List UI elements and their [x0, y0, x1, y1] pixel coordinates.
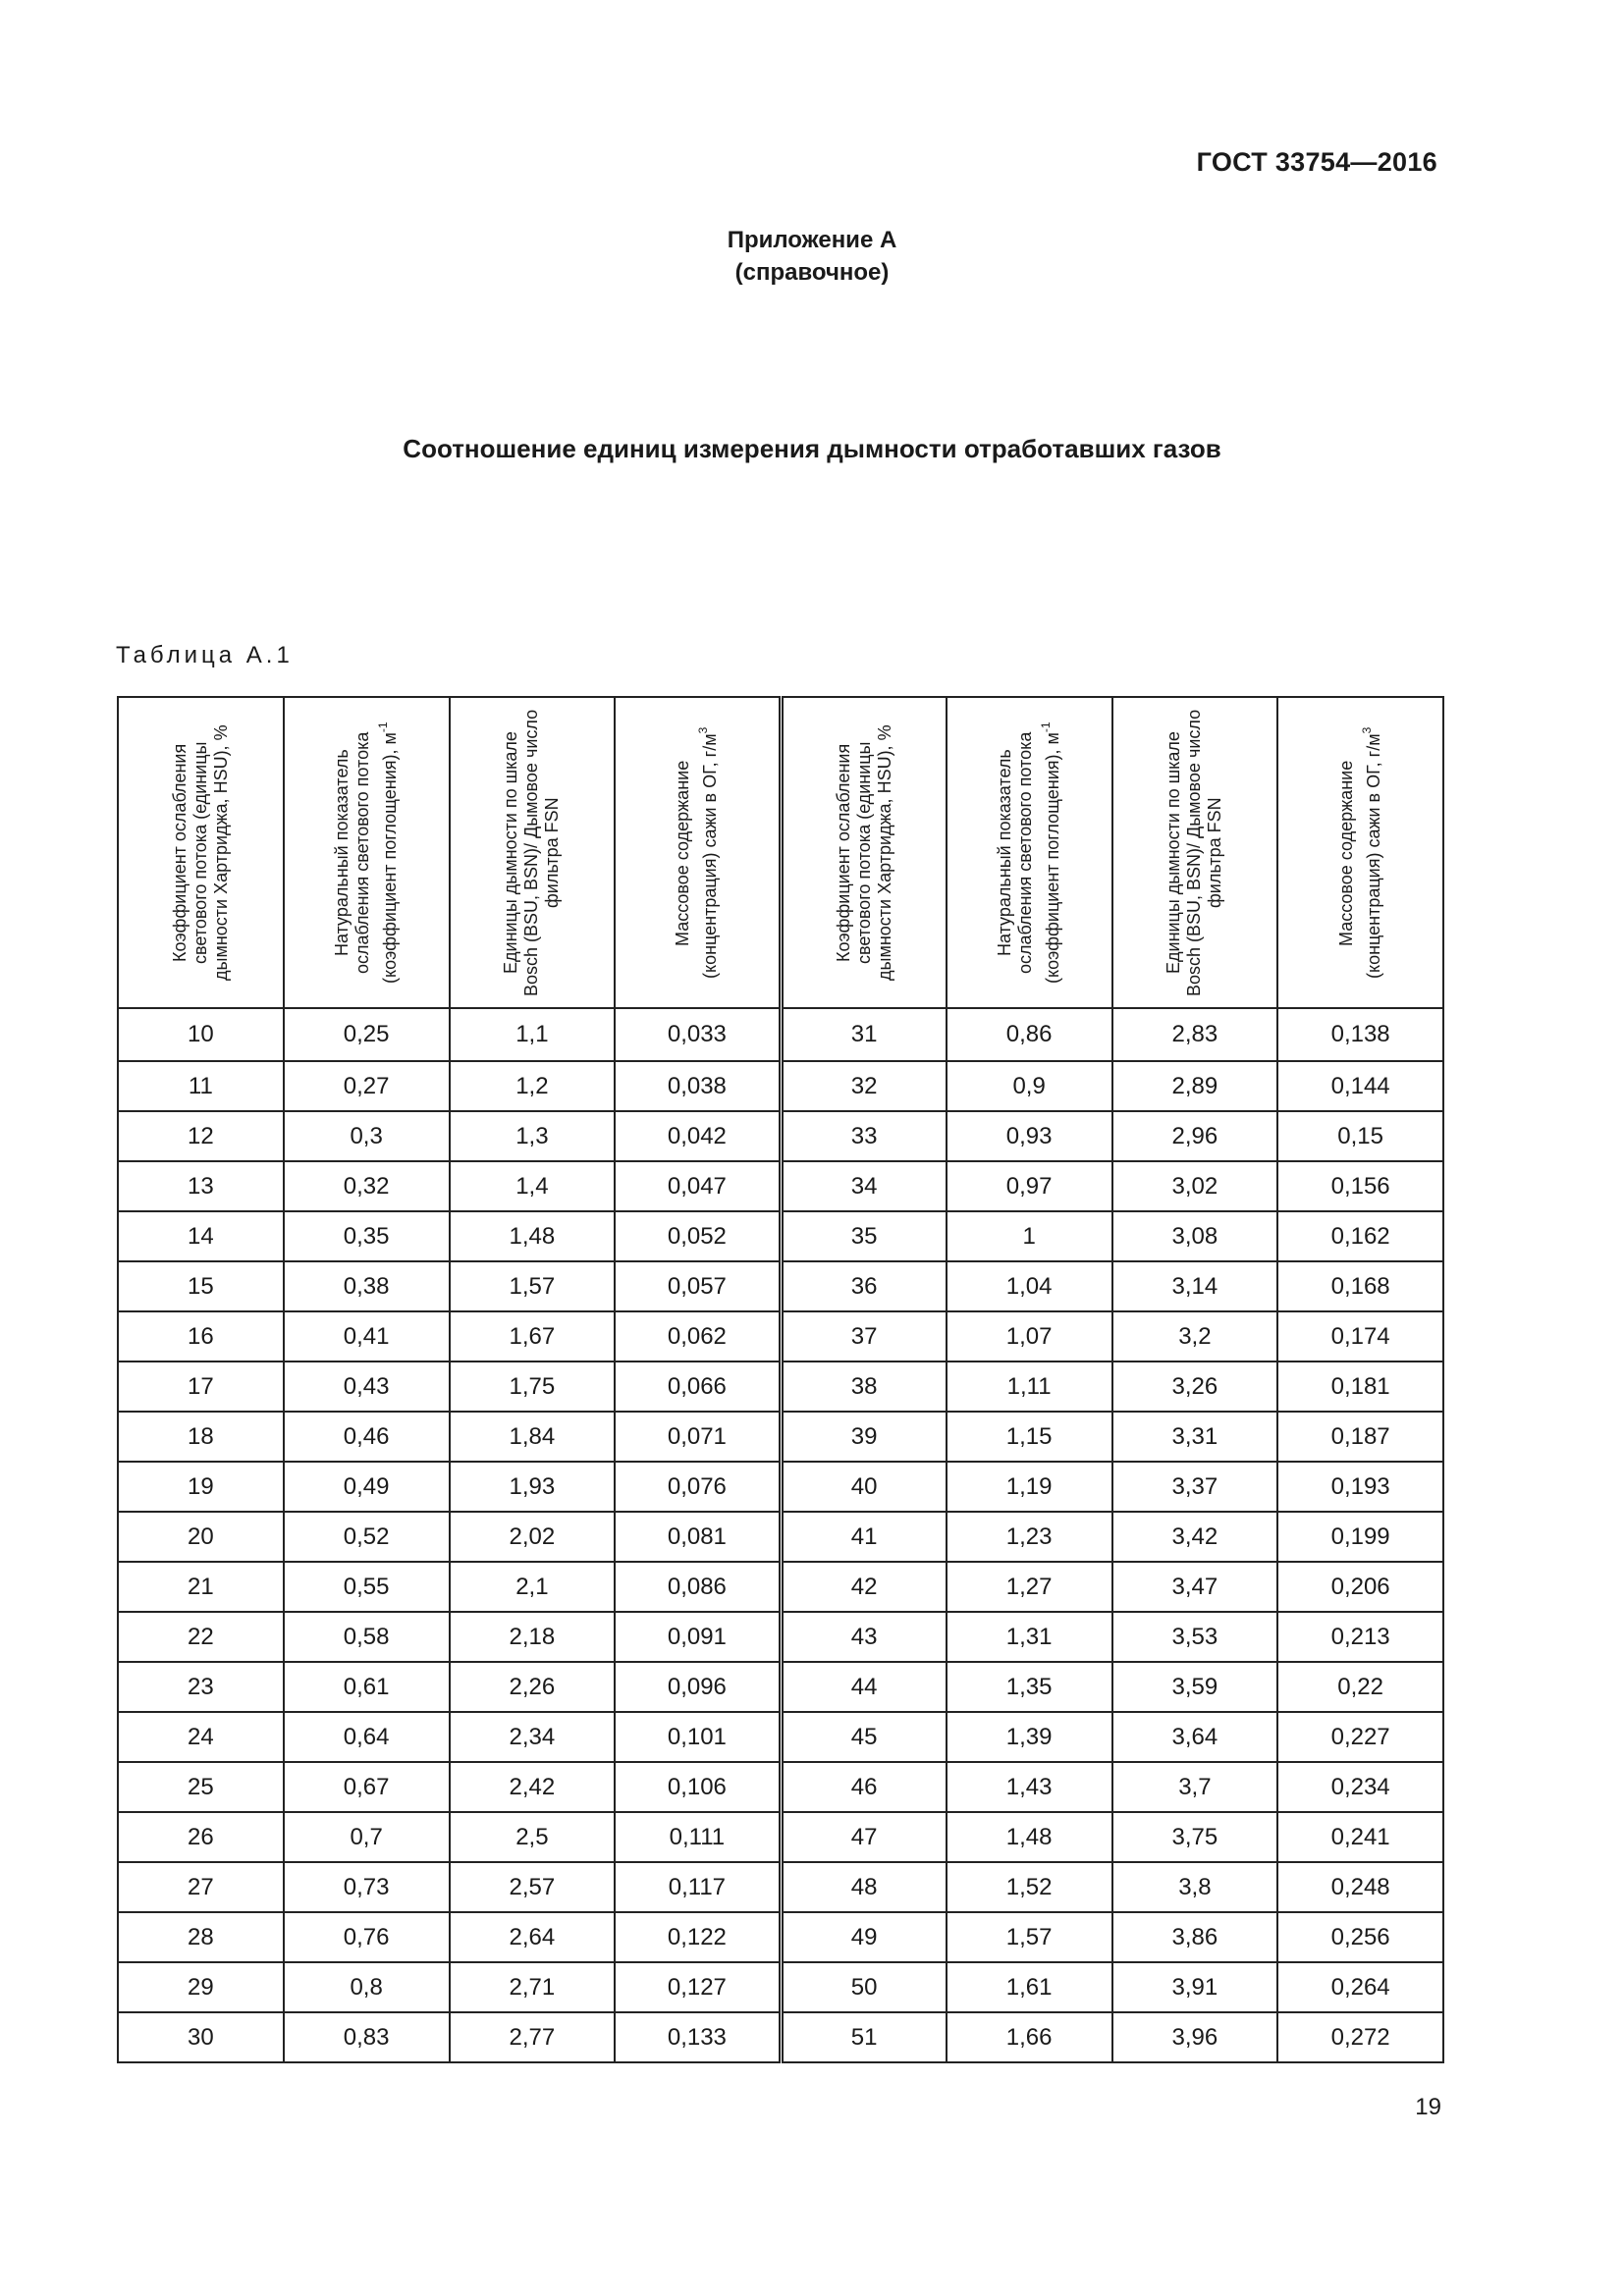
table-cell: 26 [118, 1812, 284, 1862]
table-cell: 19 [118, 1462, 284, 1512]
table-cell: 20 [118, 1512, 284, 1562]
table-row [118, 1311, 1443, 1362]
table-cell: 1,84 [450, 1412, 616, 1462]
table-cell: 38 [781, 1362, 947, 1412]
unit-exponent: -1 [376, 721, 391, 732]
table-cell: 0,8 [284, 1962, 450, 2012]
table-cell: 11 [118, 1061, 284, 1111]
table-cell: 1,61 [947, 1962, 1112, 2012]
table-cell: 2,34 [450, 1712, 616, 1762]
column-header-text: Натуральный показатель ослабления светового потока (коэффициент поглощения), $м^{-1}$ [332, 721, 401, 984]
table-cell: 0,122 [615, 1912, 781, 1962]
table-cell: 3,14 [1112, 1261, 1278, 1311]
table-cell: 0,49 [284, 1462, 450, 1512]
table-cell: 0,256 [1277, 1912, 1443, 1962]
table-cell: 28 [118, 1912, 284, 1962]
table-cell: 0,58 [284, 1612, 450, 1662]
table-cell: 18 [118, 1412, 284, 1462]
table-row [118, 1662, 1443, 1712]
table-cell: 0,206 [1277, 1562, 1443, 1612]
table-cell: 3,64 [1112, 1712, 1278, 1762]
table-cell: 1,39 [947, 1712, 1112, 1762]
table-cell: 31 [781, 1008, 947, 1061]
table-cell: 3,26 [1112, 1362, 1278, 1412]
table-cell: 12 [118, 1111, 284, 1161]
column-header [450, 697, 616, 1008]
table-cell: 1,75 [450, 1362, 616, 1412]
table-cell: 0,091 [615, 1612, 781, 1662]
table-cell: 3,37 [1112, 1462, 1278, 1512]
table-cell: 3,42 [1112, 1512, 1278, 1562]
table-cell: 0,174 [1277, 1311, 1443, 1362]
table-cell: 0,168 [1277, 1261, 1443, 1311]
table-cell: 48 [781, 1862, 947, 1912]
table-cell: 25 [118, 1762, 284, 1812]
table-cell: 0,133 [615, 2012, 781, 2062]
table-cell: 0,25 [284, 1008, 450, 1061]
table-cell: 1,27 [947, 1562, 1112, 1612]
table-cell: 0,057 [615, 1261, 781, 1311]
table-cell: 0,138 [1277, 1008, 1443, 1061]
table-cell: 0,46 [284, 1412, 450, 1462]
table-row [118, 1261, 1443, 1311]
appendix-label: Приложение А [727, 227, 897, 253]
column-header-text: Массовое содержание (концентрация) сажи в ОГ, $г/м^3$ [673, 726, 721, 979]
unit-exponent: -1 [1039, 721, 1054, 732]
table-cell: 0,047 [615, 1161, 781, 1211]
table-header-row [118, 697, 1443, 1008]
table-cell: 1,15 [947, 1412, 1112, 1462]
table-cell: 22 [118, 1612, 284, 1662]
table-cell: 40 [781, 1462, 947, 1512]
table-cell: 1,23 [947, 1512, 1112, 1562]
table-row [118, 1912, 1443, 1962]
table-cell: 37 [781, 1311, 947, 1362]
table-cell: 34 [781, 1161, 947, 1211]
column-header [284, 697, 450, 1008]
table-cell: 0,071 [615, 1412, 781, 1462]
table-cell: 0,181 [1277, 1362, 1443, 1412]
table-cell: 39 [781, 1412, 947, 1462]
appendix-type: (справочное) [734, 259, 890, 286]
table-cell: 43 [781, 1612, 947, 1662]
column-header-text: Коэффициент ослабления светового потока (единицы дымности Хартриджа, HSU), % [833, 724, 894, 981]
table-row [118, 1762, 1443, 1812]
table-cell: 1,48 [450, 1211, 616, 1261]
table-cell: 0,062 [615, 1311, 781, 1362]
table-cell: 1,35 [947, 1662, 1112, 1712]
unit-exponent: 3 [696, 726, 711, 734]
table-cell: 1,3 [450, 1111, 616, 1161]
table-cell: 1,43 [947, 1762, 1112, 1812]
table-cell: 0,066 [615, 1362, 781, 1412]
table-cell: 3,08 [1112, 1211, 1278, 1261]
table-cell: 0,55 [284, 1562, 450, 1612]
table-cell: 0,106 [615, 1762, 781, 1812]
table-cell: 1,66 [947, 2012, 1112, 2062]
table-cell: 0,86 [947, 1008, 1112, 1061]
table-cell: 0,35 [284, 1211, 450, 1261]
table-cell: 0,61 [284, 1662, 450, 1712]
table-cell: 0,241 [1277, 1812, 1443, 1862]
table-cell: 0,41 [284, 1311, 450, 1362]
table-cell: 0,227 [1277, 1712, 1443, 1762]
table-cell: 35 [781, 1211, 947, 1261]
table-cell: 1,07 [947, 1311, 1112, 1362]
table-cell: 0,97 [947, 1161, 1112, 1211]
table-cell: 3,59 [1112, 1662, 1278, 1712]
table-body [118, 1008, 1443, 2062]
table-cell: 1,2 [450, 1061, 616, 1111]
table-cell: 2,1 [450, 1562, 616, 1612]
table-cell: 51 [781, 2012, 947, 2062]
table-cell: 2,02 [450, 1512, 616, 1562]
table-cell: 32 [781, 1061, 947, 1111]
table-cell: 15 [118, 1261, 284, 1311]
column-header [781, 697, 947, 1008]
column-header [615, 697, 781, 1008]
table-cell: 1,67 [450, 1311, 616, 1362]
table-cell: 1,4 [450, 1161, 616, 1211]
table-cell: 1,31 [947, 1612, 1112, 1662]
table-cell: 0,52 [284, 1512, 450, 1562]
table-cell: 0,117 [615, 1862, 781, 1912]
table-cell: 0,15 [1277, 1111, 1443, 1161]
table-cell: 29 [118, 1962, 284, 2012]
table-cell: 0,9 [947, 1061, 1112, 1111]
table-cell: 45 [781, 1712, 947, 1762]
column-header-text: Коэффициент ослабления светового потока (единицы дымности Хартриджа, HSU), % [169, 724, 231, 981]
table-cell: 1 [947, 1211, 1112, 1261]
table-cell: 24 [118, 1712, 284, 1762]
table-cell: 23 [118, 1662, 284, 1712]
table-cell: 46 [781, 1762, 947, 1812]
column-header-text: Натуральный показатель ослабления светового потока (коэффициент поглощения), $м^{-1}$ [995, 721, 1063, 984]
table-cell: 36 [781, 1261, 947, 1311]
table-cell: 14 [118, 1211, 284, 1261]
table-cell: 0,199 [1277, 1512, 1443, 1562]
table-cell: 0,162 [1277, 1211, 1443, 1261]
table-cell: 3,91 [1112, 1962, 1278, 2012]
table-cell: 0,081 [615, 1512, 781, 1562]
table-cell: 1,11 [947, 1362, 1112, 1412]
table-cell: 0,67 [284, 1762, 450, 1812]
table-cell: 0,64 [284, 1712, 450, 1762]
table-cell: 42 [781, 1562, 947, 1612]
table-cell: 13 [118, 1161, 284, 1211]
table-cell: 0,22 [1277, 1662, 1443, 1712]
table-cell: 0,187 [1277, 1412, 1443, 1462]
table-row [118, 1962, 1443, 2012]
table-row [118, 1462, 1443, 1512]
column-header [118, 697, 284, 1008]
table-cell: 2,64 [450, 1912, 616, 1962]
table-cell: 1,57 [450, 1261, 616, 1311]
table-cell: 2,57 [450, 1862, 616, 1912]
table-row [118, 1362, 1443, 1412]
table-cell: 0,193 [1277, 1462, 1443, 1512]
column-header-text: Единицы дымности по шкале Bosch (BSU, BSN)/ Дымовое число фильтра FSN [501, 709, 563, 996]
table-cell: 0,43 [284, 1362, 450, 1412]
table-cell: 3,96 [1112, 2012, 1278, 2062]
table-row [118, 1862, 1443, 1912]
table-row [118, 1211, 1443, 1261]
table-row [118, 1061, 1443, 1111]
table-cell: 41 [781, 1512, 947, 1562]
column-header [1112, 697, 1278, 1008]
table-cell: 1,52 [947, 1862, 1112, 1912]
page-number: 19 [1415, 2094, 1441, 2120]
table-cell: 0,38 [284, 1261, 450, 1311]
table-cell: 0,76 [284, 1912, 450, 1962]
table-cell: 0,32 [284, 1161, 450, 1211]
table-cell: 1,1 [450, 1008, 616, 1061]
table-row [118, 1111, 1443, 1161]
table-cell: 3,7 [1112, 1762, 1278, 1812]
table-cell: 2,71 [450, 1962, 616, 2012]
column-header [1277, 697, 1443, 1008]
table-cell: 0,83 [284, 2012, 450, 2062]
table-cell: 0,111 [615, 1812, 781, 1862]
table-cell: 1,19 [947, 1462, 1112, 1512]
table-cell: 2,5 [450, 1812, 616, 1862]
column-header-text: Массовое содержание (концентрация) сажи в ОГ, $г/м^3$ [1336, 726, 1384, 979]
table-cell: 1,48 [947, 1812, 1112, 1862]
appendix-heading [0, 224, 1624, 289]
table-cell: 33 [781, 1111, 947, 1161]
table-row [118, 1812, 1443, 1862]
table-cell: 0,042 [615, 1111, 781, 1161]
table-cell: 0,213 [1277, 1612, 1443, 1662]
table-cell: 2,18 [450, 1612, 616, 1662]
table-cell: 2,42 [450, 1762, 616, 1812]
table-cell: 2,26 [450, 1662, 616, 1712]
table-cell: 3,86 [1112, 1912, 1278, 1962]
table-cell: 0,264 [1277, 1962, 1443, 2012]
table-cell: 1,93 [450, 1462, 616, 1512]
table-cell: 3,31 [1112, 1412, 1278, 1462]
table-cell: 47 [781, 1812, 947, 1862]
table-cell: 0,076 [615, 1462, 781, 1512]
column-header [947, 697, 1112, 1008]
smoke-units-table [117, 696, 1444, 2063]
table-cell: 0,101 [615, 1712, 781, 1762]
table-cell: 0,27 [284, 1061, 450, 1111]
table-cell: 17 [118, 1362, 284, 1412]
table-cell: 0,052 [615, 1211, 781, 1261]
column-header-text: Единицы дымности по шкале Bosch (BSU, BSN)/ Дымовое число фильтра FSN [1164, 709, 1225, 996]
table-cell: 3,8 [1112, 1862, 1278, 1912]
table-row [118, 1512, 1443, 1562]
table-cell: 0,93 [947, 1111, 1112, 1161]
table-row [118, 2012, 1443, 2062]
table-cell: 3,47 [1112, 1562, 1278, 1612]
table-cell: 3,53 [1112, 1612, 1278, 1662]
table-row [118, 1412, 1443, 1462]
table-cell: 0,7 [284, 1812, 450, 1862]
table-cell: 2,96 [1112, 1111, 1278, 1161]
table-cell: 0,033 [615, 1008, 781, 1061]
table-cell: 2,89 [1112, 1061, 1278, 1111]
table-cell: 27 [118, 1862, 284, 1912]
table-cell: 1,04 [947, 1261, 1112, 1311]
table-cell: 50 [781, 1962, 947, 2012]
table-cell: 44 [781, 1662, 947, 1712]
table-cell: 3,02 [1112, 1161, 1278, 1211]
table-cell: 0,086 [615, 1562, 781, 1612]
table-cell: 0,038 [615, 1061, 781, 1111]
document-code: ГОСТ 33754—2016 [1196, 147, 1437, 177]
table-cell: 3,75 [1112, 1812, 1278, 1862]
table-cell: 10 [118, 1008, 284, 1061]
table-row [118, 1161, 1443, 1211]
table-cell: 0,156 [1277, 1161, 1443, 1211]
table-cell: 0,73 [284, 1862, 450, 1912]
unit-exponent: 3 [1360, 726, 1375, 734]
table-cell: 0,3 [284, 1111, 450, 1161]
page-title: Соотношение единиц измерения дымности отработавших газов [403, 434, 1221, 463]
table-cell: 3,2 [1112, 1311, 1278, 1362]
table-cell: 21 [118, 1562, 284, 1612]
table-cell: 30 [118, 2012, 284, 2062]
table-cell: 16 [118, 1311, 284, 1362]
table-row [118, 1562, 1443, 1612]
table-cell: 0,248 [1277, 1862, 1443, 1912]
table-cell: 1,57 [947, 1912, 1112, 1962]
table-cell: 49 [781, 1912, 947, 1962]
table-cell: 0,096 [615, 1662, 781, 1712]
table-cell: 0,234 [1277, 1762, 1443, 1812]
table-row [118, 1612, 1443, 1662]
table-caption: Таблица А.1 [116, 642, 294, 668]
table-cell: 2,83 [1112, 1008, 1278, 1061]
table-row [118, 1712, 1443, 1762]
table-cell: 0,272 [1277, 2012, 1443, 2062]
table-row [118, 1008, 1443, 1061]
table-cell: 0,127 [615, 1962, 781, 2012]
table-cell: 0,144 [1277, 1061, 1443, 1111]
table-cell: 2,77 [450, 2012, 616, 2062]
